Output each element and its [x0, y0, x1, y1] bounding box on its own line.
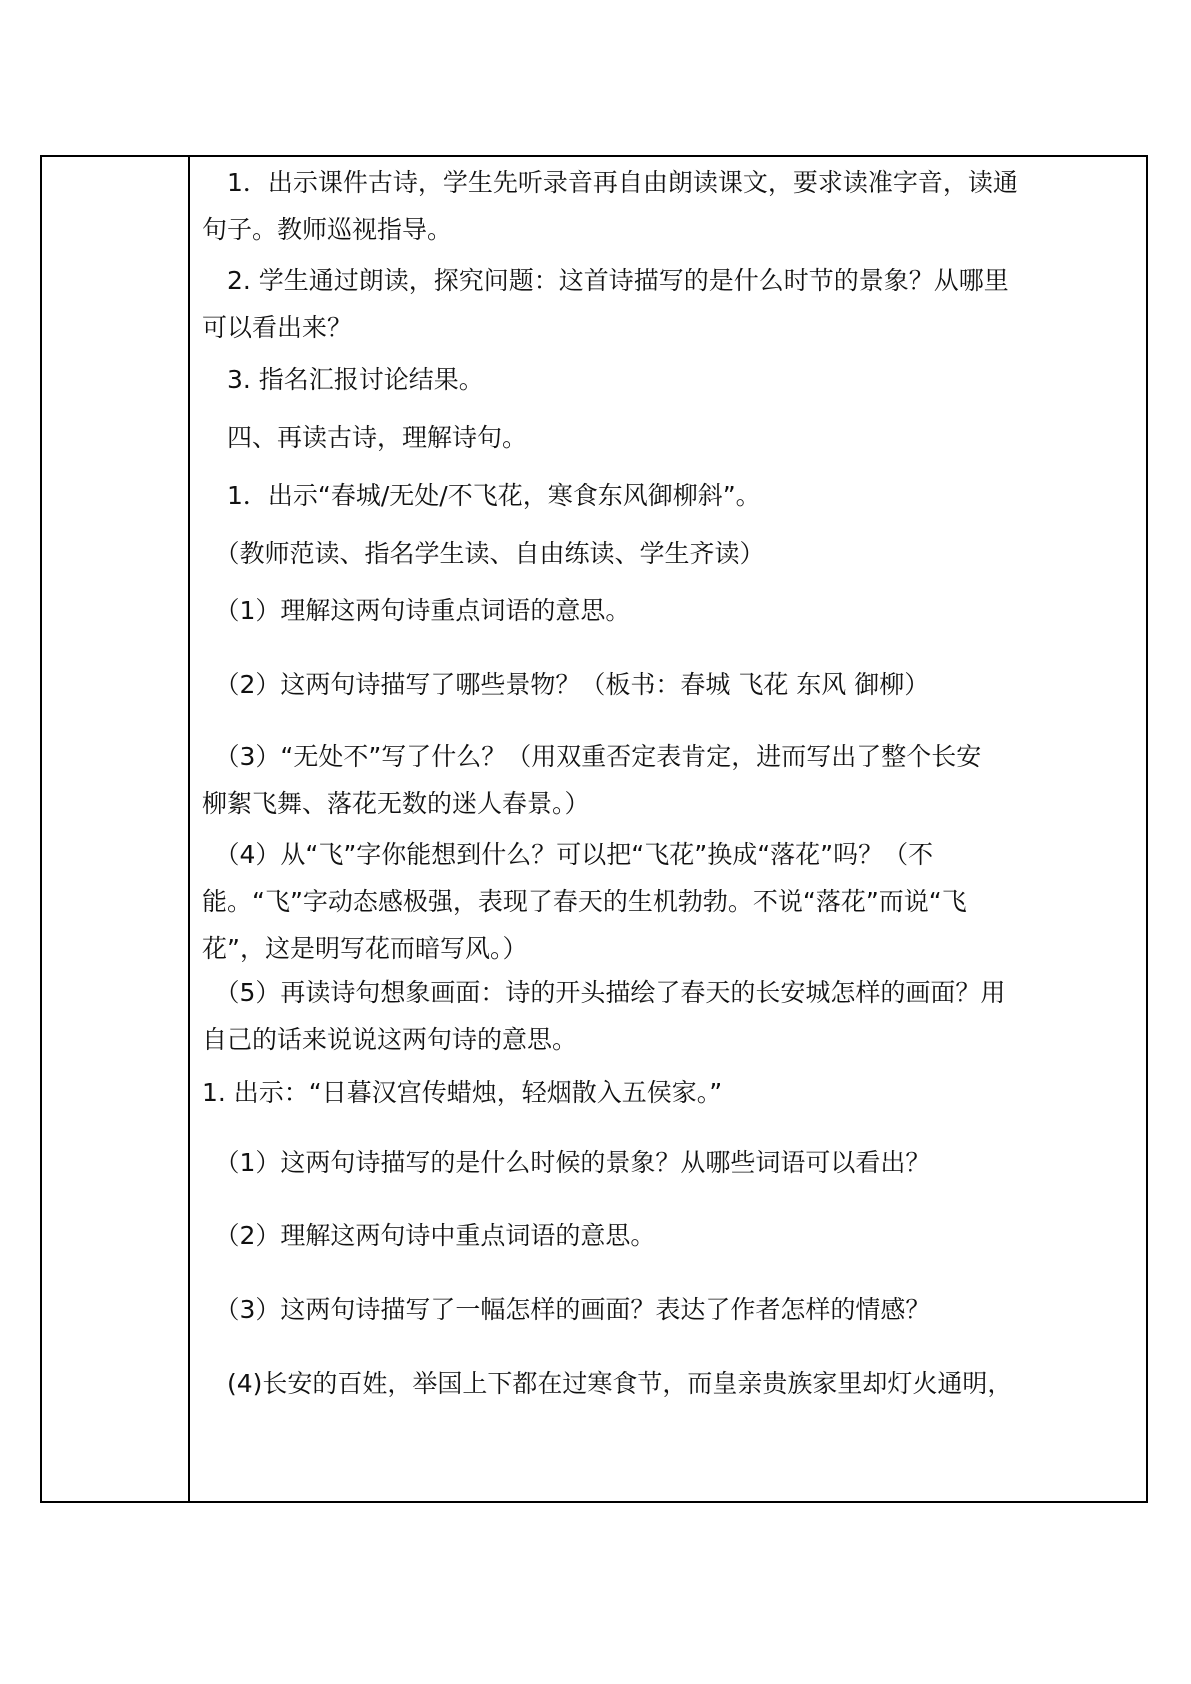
- text-line: 2. 学生通过朗读，探究问题：这首诗描写的是什么时节的景象？从哪里: [202, 266, 1009, 295]
- text-line: （1）这两句诗描写的是什么时候的景象？从哪些词语可以看出？: [202, 1148, 931, 1177]
- paragraph-verse2-item-4: [202, 1360, 1127, 1407]
- lesson-plan-table: [40, 155, 1148, 1503]
- text-line: 柳絮飞舞、落花无数的迷人春景。）: [202, 789, 590, 818]
- section-heading-reread: [202, 414, 1127, 461]
- text-line: 3. 指名汇报讨论结果。: [202, 365, 484, 394]
- text-line: 1．出示课件古诗，学生先听录音再自由朗读课文，要求读准字音，读通: [202, 168, 1018, 197]
- paragraph-explore-question: [202, 257, 1127, 351]
- text-line: （3）“无处不”写了什么？（用双重否定表肯定，进而写出了整个长安: [202, 742, 982, 771]
- left-column-cell: [42, 157, 190, 1501]
- paragraph-item-1: [202, 587, 1127, 634]
- paragraph-read-aloud: [202, 159, 1127, 253]
- paragraph-item-4: [202, 831, 1127, 972]
- text-line: （3）这两句诗描写了一幅怎样的画面？表达了作者怎样的情感？: [202, 1295, 931, 1324]
- paragraph-show-verse-2: [202, 1069, 1127, 1116]
- text-line: 能。“飞”字动态感极强，表现了春天的生机勃勃。不说“落花”而说“飞: [202, 887, 967, 916]
- text-line: 句子。教师巡视指导。: [202, 215, 453, 244]
- paragraph-verse2-item-3: [202, 1286, 1127, 1333]
- paragraph-verse2-item-1: [202, 1139, 1127, 1186]
- paragraph-reading-methods: [202, 530, 1127, 577]
- paragraph-item-2: [202, 661, 1127, 708]
- text-line: （2）理解这两句诗中重点词语的意思。: [202, 1221, 656, 1250]
- paragraph-item-3: [202, 733, 1127, 827]
- paragraph-report-results: [202, 356, 1127, 403]
- paragraph-verse2-item-2: [202, 1212, 1127, 1259]
- text-line: 1．出示“春城/无处/不飞花，寒食东风御柳斜”。: [202, 481, 761, 510]
- text-line: (4)长安的百姓，举国上下都在过寒食节，而皇亲贵族家里却灯火通明，: [202, 1369, 1013, 1398]
- text-line: （教师范读、指名学生读、自由练读、学生齐读）: [202, 539, 765, 568]
- content-cell: [190, 157, 1146, 1501]
- text-line: （1）理解这两句诗重点词语的意思。: [202, 596, 631, 625]
- paragraph-item-5: [202, 969, 1127, 1063]
- paragraph-show-verse-1: [202, 472, 1127, 519]
- text-line: 自己的话来说说这两句诗的意思。: [202, 1025, 578, 1054]
- text-line: 花”，这是明写花而暗写风。）: [202, 934, 528, 963]
- text-line: 1. 出示：“日暮汉宫传蜡烛，轻烟散入五侯家。”: [202, 1078, 723, 1107]
- text-line: 可以看出来？: [202, 313, 353, 342]
- text-line: （4）从“飞”字你能想到什么？可以把“飞花”换成“落花”吗？（不: [202, 840, 934, 869]
- text-line: 四、再读古诗，理解诗句。: [202, 423, 528, 452]
- text-line: （2）这两句诗描写了哪些景物？（板书：春城 飞花 东风 御柳）: [202, 670, 930, 699]
- text-line: （5）再读诗句想象画面：诗的开头描绘了春天的长安城怎样的画面？用: [202, 978, 1006, 1007]
